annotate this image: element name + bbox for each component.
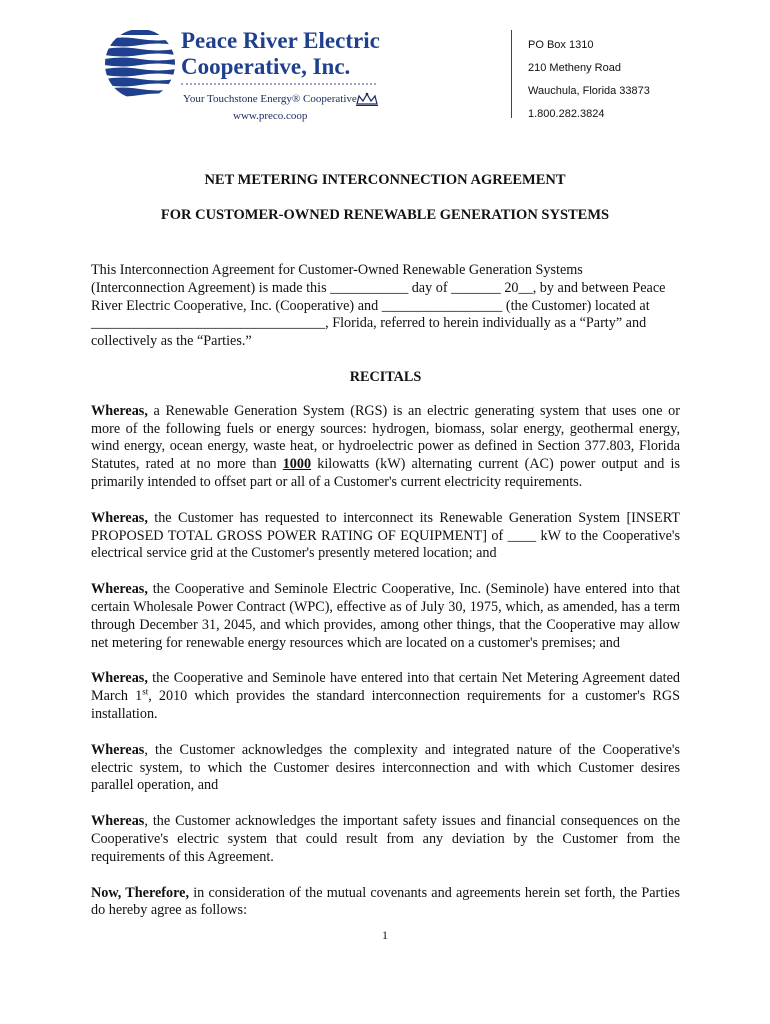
company-name-line2: Cooperative, Inc. xyxy=(181,54,351,79)
recital-text: , 2010 which provides the standard interconnection requirements for a customer's RGS installation. xyxy=(91,688,680,722)
recital-lead: Whereas, xyxy=(91,581,148,598)
company-address xyxy=(528,34,650,126)
recital-wholesale-contract xyxy=(91,581,680,652)
max-kw-value: 1000 xyxy=(282,456,312,473)
intro-paragraph: This Interconnection Agreement for Customer-Owned Renewable Generation Systems (Interconnection Agreement) is made this ___________ day of _______ 20__, by and between Peace River Electric Cooperative, Inc. (Cooperative) and _________________ (the Customer) located at _________________________________, Florida, referred to herein individually as a “Party” and collectively as the “Parties.” xyxy=(91,262,666,350)
recital-text: the Cooperative and Seminole have entered into that certain Net Metering Agreement dated March 1 xyxy=(91,670,680,705)
recital-lead: Whereas, xyxy=(91,509,148,526)
recital-lead: Whereas xyxy=(91,741,145,758)
page-number: 1 xyxy=(382,928,388,942)
logo-divider xyxy=(181,83,376,85)
recital-lead: Whereas xyxy=(91,813,145,830)
recital-text: kilowatts (kW) alternating current (AC) power output and is primarily intended to offset part or all of a Customer's current electricity requirements. xyxy=(91,456,680,490)
now-therefore-lead: Now, Therefore, xyxy=(91,884,190,901)
recital-rgs-definition xyxy=(91,403,680,492)
letterhead xyxy=(0,0,770,140)
recital-net-metering-agreement xyxy=(91,670,680,723)
company-name xyxy=(181,28,380,80)
address-city: Wauchula, Florida 33873 xyxy=(528,85,650,97)
address-po-box: PO Box 1310 xyxy=(528,39,594,51)
touchstone-crown-icon xyxy=(354,91,380,107)
company-tagline: Your Touchstone Energy® Cooperative xyxy=(183,93,357,105)
recital-text: the Cooperative and Seminole Electric Cooperative, Inc. (Seminole) have entered into that certain Wholesale Power Contract (WPC), effective as of July 30, 1975, which, as amended, has a term through December 31, 2045, and which provides, among other things, that the Cooperative may allow net metering for renewable energy resources which are located on a customer's premises; and xyxy=(91,581,680,651)
recital-text: , the Customer acknowledges the important safety issues and financial consequences on the Cooperative's electric system that could result from any deviation by the Customer from the requirements of this Agreement. xyxy=(91,813,680,865)
document-subtitle: FOR CUSTOMER-OWNED RENEWABLE GENERATION SYSTEMS xyxy=(160,207,610,223)
recital-text: , the Customer acknowledges the complexity and integrated nature of the Cooperative's electric system, to which the Customer desires interconnection and with which Customer desires parallel operation, and xyxy=(91,741,680,794)
ordinal-suffix: st xyxy=(142,686,149,697)
recital-lead: Whereas, xyxy=(91,670,148,687)
now-therefore-text: in consideration of the mutual covenants and agreements herein set forth, the Parties do hereby agree as follows: xyxy=(91,884,680,919)
header-divider xyxy=(511,30,512,118)
company-name-line1: Peace River Electric xyxy=(181,28,380,53)
company-website: www.preco.coop xyxy=(233,110,308,122)
address-street: 210 Metheny Road xyxy=(528,62,621,74)
recital-text: the Customer has requested to interconnect its Renewable Generation System [INSERT PROPOSED TOTAL GROSS POWER RATING OF EQUIPMENT] of ____ kW to the Cooperative's electrical service grid at the Customer's presently metered location; and xyxy=(91,509,680,562)
recital-safety xyxy=(91,813,680,866)
address-phone: 1.800.282.3824 xyxy=(528,108,605,120)
recital-complexity xyxy=(91,742,680,795)
recital-text: a Renewable Generation System (RGS) is an electric generating system that uses one or more of the following fuels or energy sources: hydrogen, biomass, solar energy, geothermal energy, wind energy, ocean energy, waste heat, or hydroelectric power as defined in Section 377.803, Florida Statutes, rated at no more than xyxy=(91,402,680,473)
recital-interconnect-request xyxy=(91,510,680,563)
document-title: NET METERING INTERCONNECTION AGREEMENT xyxy=(204,172,566,188)
recital-lead: Whereas, xyxy=(91,402,148,419)
now-therefore-paragraph xyxy=(91,885,680,921)
cooperative-globe-logo-icon xyxy=(104,28,176,100)
recitals-heading: RECITALS xyxy=(349,368,422,385)
agreement-body xyxy=(91,262,680,938)
